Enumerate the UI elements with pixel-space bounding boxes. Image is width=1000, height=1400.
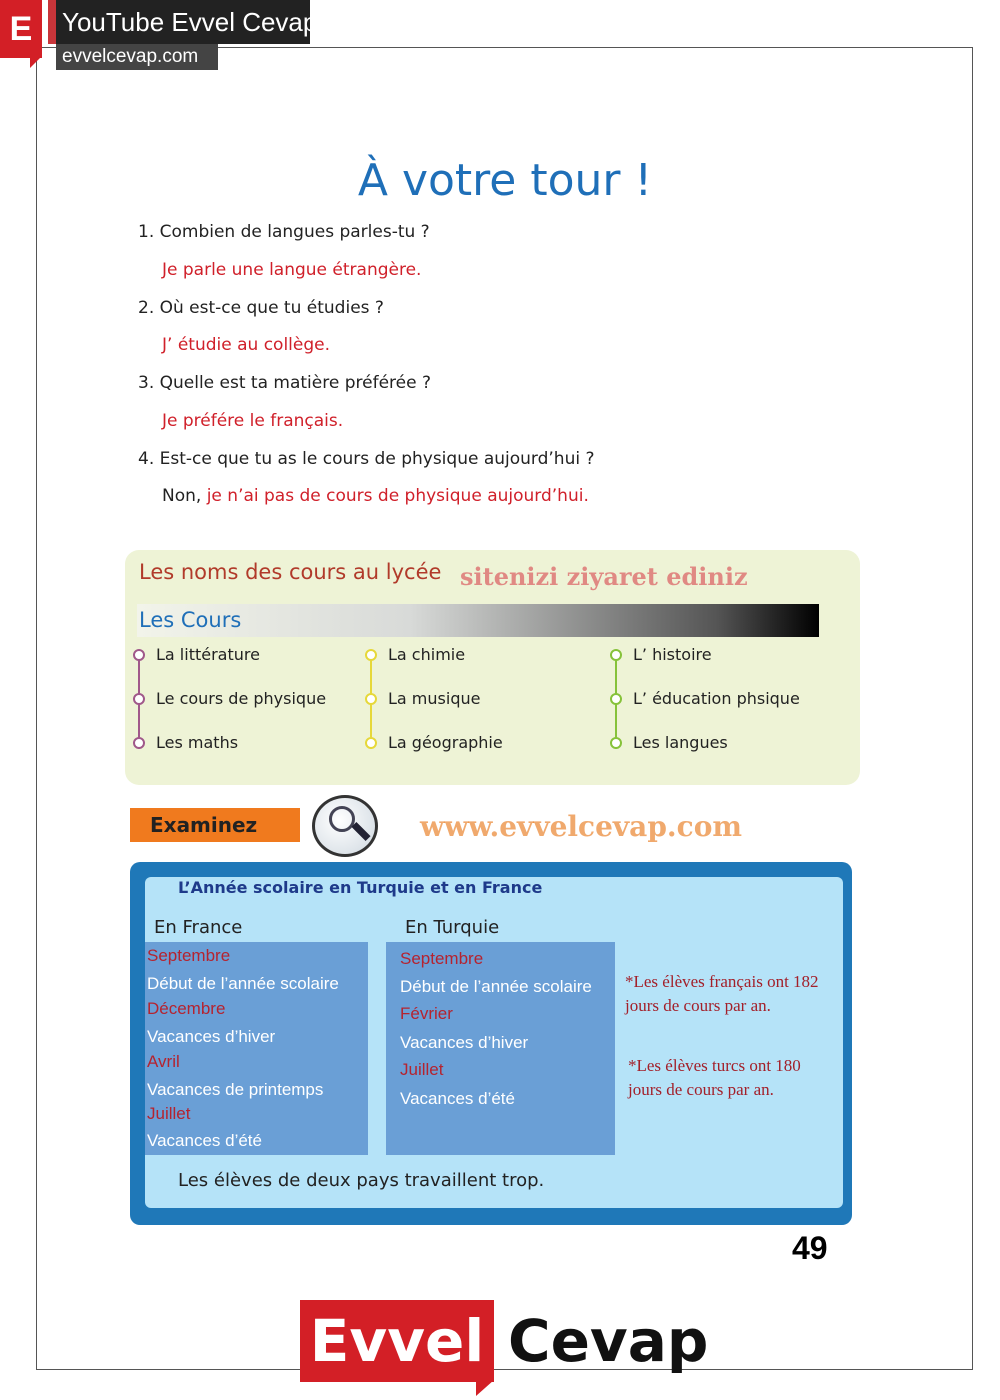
answer-2: J’ étudie au collège. [162, 335, 330, 355]
note-line: *Les élèves français ont 182 [625, 972, 819, 991]
course-name: La chimie [388, 645, 466, 664]
answer-1: Je parle une langue étrangère. [162, 260, 422, 280]
course-name: L’ histoire [633, 645, 712, 664]
period-label: Vacances d’hiver [400, 1033, 529, 1052]
bullet-icon [133, 693, 145, 705]
course-name: Les langues [633, 733, 728, 752]
turquie-panel [386, 942, 615, 1155]
answer-4 [162, 486, 589, 506]
month-label: Février [400, 1004, 453, 1023]
answer-3: Je préfére le français. [162, 411, 344, 431]
bullet-icon [133, 737, 145, 749]
course-item [370, 733, 503, 752]
turquie-heading: En Turquie [405, 917, 500, 938]
bullet-icon [610, 737, 622, 749]
course-name: La musique [388, 689, 481, 708]
answer-4-prefix: Non, [162, 486, 202, 506]
month-label: Septembre [147, 946, 231, 965]
period-label: Début de l’année scolaire [400, 977, 592, 996]
site-label[interactable]: evvelcevap.com [56, 44, 218, 70]
course-item [138, 733, 238, 752]
school-year-title: L’Année scolaire en Turquie et en France [178, 878, 543, 897]
course-name: L’ éducation phsique [633, 689, 800, 708]
month-label: Avril [147, 1052, 180, 1071]
conclusion: Les élèves de deux pays travaillent trop. [178, 1170, 545, 1191]
courses-bar-label: Les Cours [139, 608, 242, 632]
watermark: www.evvelcevap.com [420, 810, 742, 843]
evvel-logo-icon: E [0, 0, 42, 58]
month-label: Juillet [147, 1104, 191, 1123]
bullet-icon [365, 737, 377, 749]
page-title: À votre tour ! [357, 155, 653, 206]
course-item [370, 689, 480, 708]
bullet-icon [133, 649, 145, 661]
question-1: 1. Combien de langues parles-tu ? [138, 222, 430, 242]
course-name: La littérature [156, 645, 260, 664]
month-label: Juillet [400, 1060, 444, 1079]
note-line: jours de cours par an. [625, 996, 771, 1015]
course-item [370, 645, 465, 664]
watermark: sitenizi ziyaret ediniz [460, 562, 748, 591]
bullet-icon [610, 649, 622, 661]
footer-logo-evvel: Evvel [300, 1300, 494, 1382]
question-4: 4. Est-ce que tu as le cours de physique aujourd’hui ? [138, 449, 595, 469]
france-panel [145, 942, 368, 1155]
lycee-heading: Les noms des cours au lycée [139, 560, 442, 584]
answer-4-text: je n’ai pas de cours de physique aujourd’hui. [206, 486, 589, 506]
question-3: 3. Quelle est ta matière préférée ? [138, 373, 431, 393]
france-heading: En France [154, 917, 243, 938]
course-item [138, 689, 326, 708]
period-label: Vacances d’hiver [147, 1027, 276, 1046]
course-name: Le cours de physique [156, 689, 327, 708]
period-label: Vacances de printemps [147, 1080, 324, 1099]
footer-logo-cevap: Cevap [508, 1307, 709, 1375]
course-name: La géographie [388, 733, 503, 752]
course-item [615, 689, 800, 708]
course-item [615, 645, 712, 664]
period-label: Vacances d’été [147, 1131, 262, 1150]
period-label: Vacances d’été [400, 1089, 515, 1108]
examinez-label: Examinez [130, 808, 300, 842]
note-turquie [628, 1054, 801, 1102]
page-number: 49 [792, 1230, 828, 1266]
note-line: jours de cours par an. [628, 1080, 774, 1099]
course-name: Les maths [156, 733, 239, 752]
bullet-icon [365, 693, 377, 705]
period-label: Début de l’année scolaire [147, 974, 339, 993]
month-label: Septembre [400, 949, 484, 968]
magnifier-icon [312, 795, 378, 857]
bullet-icon [610, 693, 622, 705]
note-france [625, 970, 819, 1018]
note-line: *Les élèves turcs ont 180 [628, 1056, 801, 1075]
month-label: Décembre [147, 999, 226, 1018]
course-item [615, 733, 728, 752]
youtube-channel-label: YouTube Evvel Cevap [48, 0, 310, 44]
question-2: 2. Où est-ce que tu étudies ? [138, 298, 384, 318]
course-item [138, 645, 260, 664]
bullet-icon [365, 649, 377, 661]
